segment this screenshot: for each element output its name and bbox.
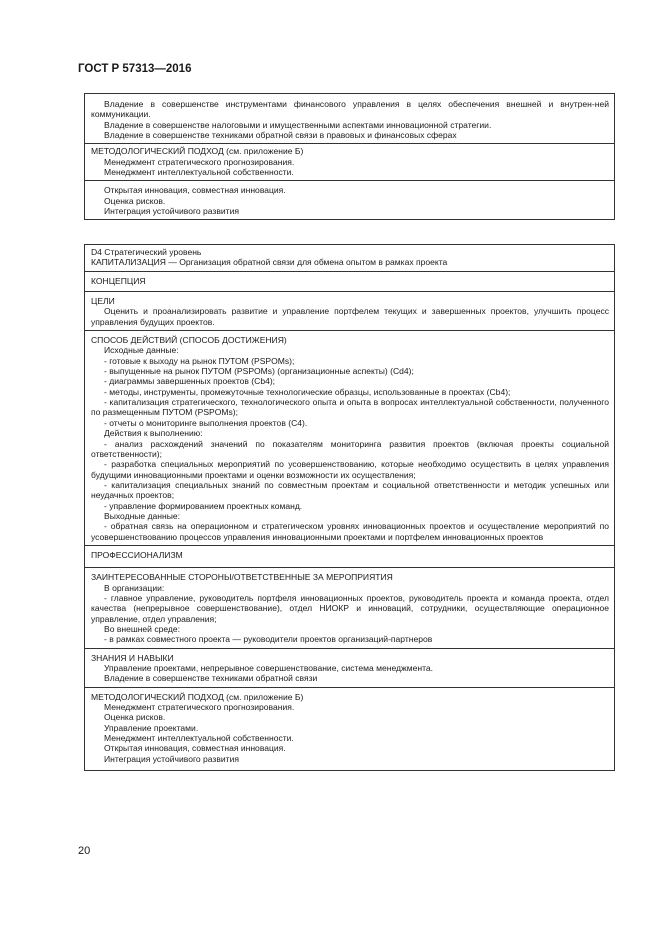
table-title-cell [85, 245, 614, 271]
skills-cell [85, 94, 614, 143]
skills-heading: ЗНАНИЯ И НАВЫКИ [91, 652, 174, 663]
concept-heading: КОНЦЕПЦИЯ [91, 275, 146, 286]
methodology-extra-cell [85, 180, 614, 219]
skill-tax: Владение в совершенстве налоговыми и имущественными аспектами инновационной стратегии. [104, 119, 492, 130]
goals-heading: ЦЕЛИ [91, 296, 115, 307]
input-item: - методы, инструменты, промежуточные технологические образцы, использованные в проектах (Cb4); [104, 386, 511, 397]
output-item: - обратная связь на операционном и стратегическом уровнях инновационных проектов и осуществление мероприятий по усовершенствованию процессов управления инновационными проектами и портфелем инновационных проектов [91, 521, 609, 542]
input-item: - выпущенные на рынок ПУТОМ (PSPOMs) (организационные аспекты) (Cd4); [104, 366, 414, 377]
d4-capitalization-table [84, 244, 615, 771]
methodology-cell [85, 143, 614, 180]
approach-item: Открытая инновация, совместная инновация. [104, 743, 286, 754]
action-item: - разработка специальных мероприятий по усовершенствованию, которые необходимо осуществить в целях управления будущими инновационными проектами и оценки возможности их осуществления; [91, 459, 609, 480]
inputs-label: Исходные данные: [104, 345, 179, 356]
stakeholders-heading: ЗАИНТЕРЕСОВАННЫЕ СТОРОНЫ/ОТВЕТСТВЕННЫЕ ЗА МЕРОПРИЯТИЯ [91, 572, 393, 583]
approach-heading: МЕТОДОЛОГИЧЕСКИЙ ПОДХОД (см. приложение Б) [91, 691, 304, 702]
approach-item: Менеджмент стратегического прогнозирования. [104, 702, 295, 713]
approach-item: Менеджмент интеллектуальной собственности. [104, 733, 294, 744]
method-heading: СПОСОБ ДЕЙСТВИЙ (СПОСОБ ДОСТИЖЕНИЯ) [91, 335, 287, 346]
outputs-label: Выходные данные: [104, 510, 181, 521]
document-header: ГОСТ Р 57313—2016 [78, 63, 192, 75]
level-label: D4 Стратегический уровень [91, 247, 202, 257]
action-item: - анализ расхождений значений по показателям мониторинга развития проектов (включая проекты социальной ответственности); [91, 438, 609, 459]
goals-cell [85, 291, 614, 330]
professionalism-heading: ПРОФЕССИОНАЛИЗМ [91, 549, 183, 560]
input-item: - отчеты о мониторинге выполнения проектов (C4). [104, 417, 308, 428]
skill-item: Владение в совершенстве техниками обратной связи [104, 673, 318, 684]
skill-finance: Владение в совершенстве инструментами финансового управления в целях обеспечения внешней и внутрен-ней коммуникации. [91, 99, 609, 120]
page-number: 20 [78, 845, 91, 857]
external-label: Во внешней среде: [104, 624, 181, 634]
competence-table-continued [84, 93, 615, 220]
input-item: - готовые к выходу на рынок ПУТОМ (PSPOMs); [104, 355, 295, 366]
knowledge-skills-cell [85, 648, 614, 687]
methodology-item: Менеджмент интеллектуальной собственности. [104, 167, 294, 178]
approach-item: Интеграция устойчивого развития [104, 753, 239, 764]
approach-cell [85, 687, 614, 770]
methodology-heading: МЕТОДОЛОГИЧЕСКИЙ ПОДХОД (см. приложение Б) [91, 146, 304, 157]
skill-legal-feedback: Владение в совершенстве техниками обратной связи в правовых и финансовых сферах [104, 130, 457, 141]
actions-label: Действия к выполнению: [104, 428, 203, 439]
internal-label: В организации: [104, 582, 165, 593]
action-item: - управление формированием проектных команд. [104, 500, 303, 511]
methodology-item: Оценка рисков. [104, 195, 166, 206]
approach-item: Оценка рисков. [104, 712, 166, 723]
input-item: - диаграммы завершенных проектов (Cb4); [104, 376, 276, 387]
internal-stakeholders: - главное управление, руководитель портфеля инновационных проектов, руководитель проекта и команда проекта, отдел качества (непрерывное совершенствование), отдел НИОКР и инноваций, сотрудники, осуществляющие операционное управление, отдел управления; [91, 592, 609, 624]
professionalism-cell [85, 545, 614, 567]
input-item: - капитализация стратегического, технологического опыта и опыта в вопросах интеллектуальной собственности, полученного по размещенным ПУТОМ (PSPOMs); [91, 397, 609, 418]
process-title: КАПИТАЛИЗАЦИЯ — Организация обратной связи для обмена опытом в рамках проекта [91, 257, 448, 268]
action-item: - капитализация специальных знаний по совместным проектам и социальной ответственности и методик успешных или неудачных проектов; [91, 479, 609, 501]
methodology-item: Менеджмент стратегического прогнозирования. [104, 156, 295, 167]
methodology-item: Интеграция устойчивого развития [104, 206, 239, 217]
goals-text: Оценить и проанализировать развитие и управление портфелем текущих и завершенных проектов, улучшить процесс управления будущих проектов. [91, 306, 609, 327]
approach-item: Управление проектами. [104, 722, 199, 733]
concept-cell [85, 271, 614, 291]
external-stakeholders: - в рамках совместного проекта — руководители проектов организаций-партнеров [104, 634, 433, 645]
stakeholders-cell [85, 567, 614, 647]
method-cell [85, 330, 614, 545]
skill-item: Управление проектами, непрерывное совершенствование, система менеджмента. [104, 663, 434, 674]
methodology-item: Открытая инновация, совместная инновация. [104, 185, 286, 196]
